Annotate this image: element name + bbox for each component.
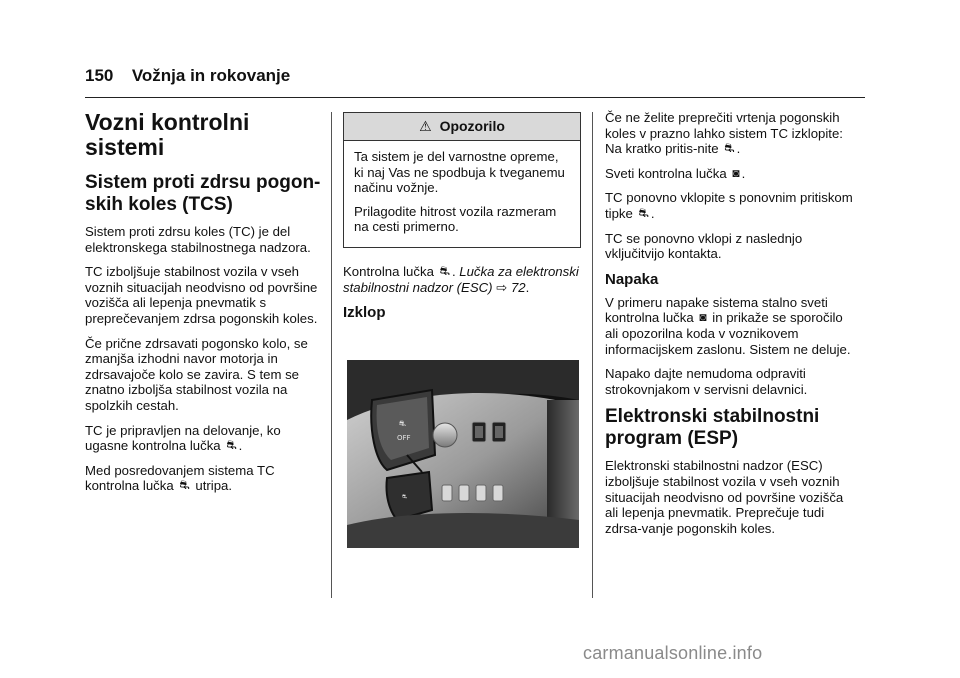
warning-triangle-icon: ⚠: [419, 118, 432, 134]
page-ref-number[interactable]: 72: [510, 279, 526, 295]
warning-title: Opozorilo: [439, 118, 505, 134]
fault-paragraph: V primeru napake sistema stalno sveti kontrolna lučka ◙ in prikaže se sporočilo ali opozorilna koda v voznikovem informacijskem zaslonu. Sistem ne deluje.: [605, 294, 851, 357]
header-rule: [85, 97, 865, 98]
tcs-paragraph-4: TC je pripravljen na delovanje, ko ugasne kontrolna lučka ⛐ .: [85, 422, 281, 454]
section-title: Vožnja in rokovanje: [131, 66, 291, 85]
watermark: carmanualsonline.info: [583, 643, 763, 663]
column-left: [85, 110, 323, 503]
switch-panel-illustration: [347, 360, 579, 548]
traction-control-icon: ⛐: [439, 263, 450, 278]
warning-paragraph-1: Ta sistem je del varnostne opreme, ki naj Vas ne spodbuja k tveganemu načinu vožnje.: [354, 149, 565, 196]
off-button-label: OFF: [397, 434, 411, 442]
napaka-heading: Napaka: [605, 270, 659, 288]
ignition-paragraph: TC se ponovno vklopi z naslednjo vključitvijo kontakta.: [605, 230, 803, 262]
tcs-paragraph-1: Sistem proti zdrsu koles (TC) je del elektronskega stabilnostnega nadzora.: [85, 224, 311, 255]
column-divider-left: [331, 112, 332, 598]
disable-paragraph: Če ne želite preprečiti vrtenja pogonskih koles v prazno lahko sistem TC izklopite: Na kratko pritis-nite ⛐ .: [605, 110, 843, 157]
tc-off-lamp-icon: ◙: [699, 310, 707, 325]
warning-box: [343, 112, 581, 248]
traction-control-icon: ⛐: [724, 141, 735, 156]
column-middle: [343, 110, 581, 328]
warning-body: [344, 141, 580, 247]
lamp-on-paragraph: Sveti kontrolna lučka ◙ .: [605, 165, 746, 181]
warning-header: [344, 113, 580, 141]
traction-control-icon: ⛐: [179, 478, 190, 493]
esp-paragraph: Elektronski stabilnostni nadzor (ESC) izboljšuje stabilnost vozila v vseh voznih situacijah neodvisno od površine vozišča ali lepenja pnevmatik. Preprečuje tudi zdrsa-vanje pogonskih koles.: [605, 458, 844, 536]
chapter-heading: Vozni kontrolni sistemi: [85, 109, 250, 160]
izklop-heading: Izklop: [343, 304, 386, 322]
warning-paragraph-2: Prilagodite hitrost vozila razmeram na cesti primerno.: [354, 203, 557, 235]
traction-control-icon: ⛐: [638, 205, 649, 220]
esp-heading: Elektronski stabilnostni program (ESP): [605, 406, 820, 450]
tc-off-lamp-icon: ◙: [732, 165, 740, 180]
small-button-glyph: ⛐: [402, 493, 408, 500]
page-number: 150: [85, 66, 114, 85]
service-paragraph: Napako dajte nemudoma odpraviti strokovnjakom v servisni delavnici.: [605, 366, 808, 397]
switch-panel-photo: [347, 360, 579, 548]
traction-control-icon: ⛐: [226, 438, 237, 453]
tcs-paragraph-5: Med posredovanjem sistema TC kontrolna lučka ⛐ utripa.: [85, 462, 275, 494]
column-right: [605, 110, 855, 545]
column-divider-right: [592, 112, 593, 598]
page-header: [85, 66, 865, 86]
lamp-reference: Kontrolna lučka ⛐ . Lučka za elektronski stabilnostni nadzor (ESC) ⇨ 72.: [343, 263, 579, 295]
tcs-paragraph-2: TC izboljšuje stabilnost vozila v vseh voznih situacijah neodvisno od površine vozišča ali lepenja pnevmatik s preprečevanjem zdrsa pogonskih koles.: [85, 264, 318, 326]
esc-lamp-link[interactable]: Lučka za elektronski stabilnostni nadzor (ESC): [343, 263, 579, 295]
button-icon-glyph: ⛐: [399, 419, 406, 428]
reenable-paragraph: TC ponovno vklopite s ponovnim pritiskom tipke ⛐ .: [605, 190, 853, 221]
tcs-paragraph-3: Če prične zdrsavati pogonsko kolo, se zmanjša izhodni navor motorja in zdrsavajoče kolo se zavira. S tem se znatno izboljša stabilnost vozila na spolzkih cestah.: [85, 335, 308, 413]
tcs-heading: Sistem proti zdrsu pogon-skih koles (TCS): [85, 172, 321, 215]
page-ref-icon: ⇨: [496, 279, 508, 295]
